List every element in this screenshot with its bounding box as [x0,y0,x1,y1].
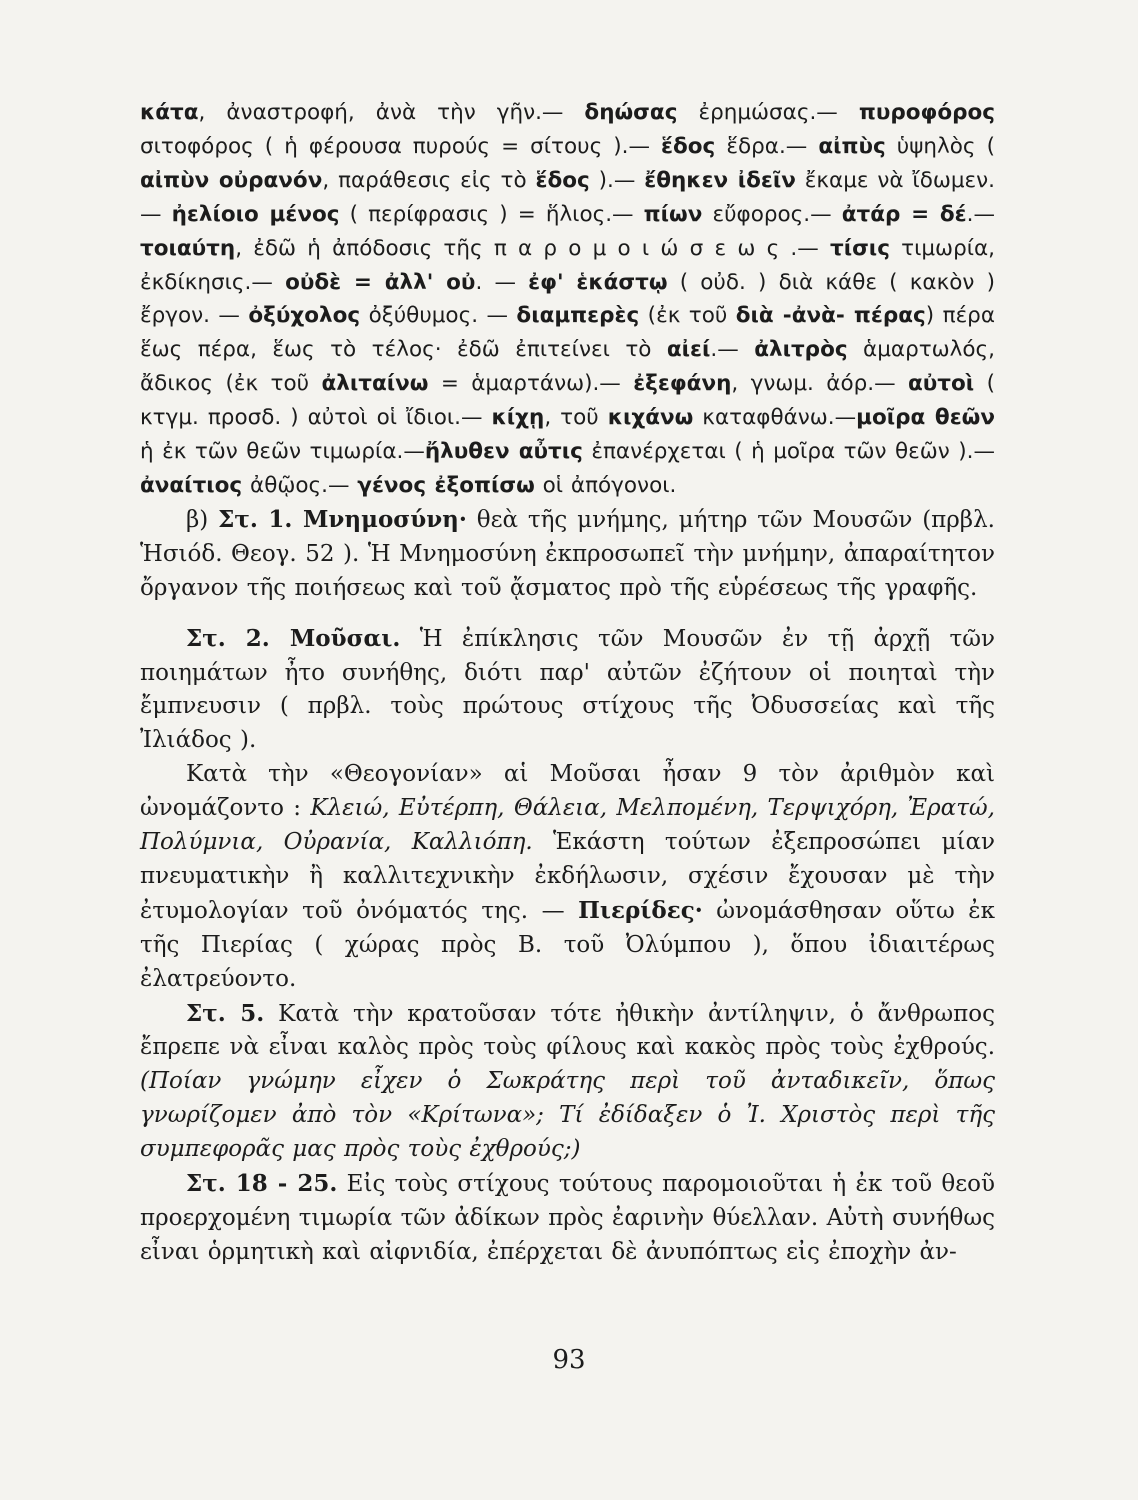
page-body [140,96,995,1270]
gloss: ( οὐδ. ) διὰ κάθε ( κακὸν ) ἔργον. — [140,269,995,329]
term: ἤλυθεν αὖτις [424,439,583,465]
term: ἀναίτιος [140,472,243,498]
paragraph-st2-mousai [140,622,995,759]
section-letter: β) [186,506,219,533]
commentary-text: ὠνομάσθησαν οὕτω ἐκ τῆς Πιερίας ( χώρας πρὸς Β. τοῦ Ὀλύμπου ), ὅπου ἰδιαιτέρως ἐλατρεύοντο. [140,897,995,992]
term: πυροφόρος [858,100,995,125]
question-text: (Ποίαν γνώμην εἶχεν ὁ Σωκράτης περὶ τοῦ ἀνταδικεῖν, ὅπως γνωρίζομεν ἀπὸ τὸν «Κρίτωνα»; Τί ἐδίδαξεν ὁ Ἰ. Χριστὸς περὶ τῆς συμπεφορᾶς μας πρὸς τοὺς ἐχθρούς;) [140,1068,995,1163]
term: αἰεί [666,337,711,363]
gloss: εὔφορος.— [702,201,842,227]
verse-ref: Στ. 5. [186,999,265,1027]
paragraph-theogony [140,758,995,996]
term: ἕδος [661,133,716,159]
gloss: ὀξύθυμος. — [360,303,517,329]
term: ἕδος [535,167,590,193]
verse-ref: Στ. 2. Μοῦσαι. [186,624,401,652]
gloss: ἐπανέρχεται ( ἡ μοῖρα τῶν θεῶν ).— [582,439,995,465]
term: κάτα [140,100,199,125]
commentary-text: Εἰς τοὺς στίχους τούτους παρομοιοῦται ἡ ἐκ τοῦ θεοῦ προερχομένη τιμωρία τῶν ἀδίκων πρὸς ἐαρινὴν θύελλαν. Αὐτὴ συνήθως εἶναι ὁρμητικὴ καὶ αἰφνιδία, ἐπέρχεται δὲ ἀνυπόπτως εἰς ἐποχὴν ἀν- [140,1171,995,1265]
term: οὐδὲ = ἀλλ' οὐ [285,269,476,295]
term: Πιερίδες· [578,896,703,924]
gloss: ἁμαρτωλός, ἄδικος (ἐκ τοῦ [140,337,996,397]
commentary-text: Ἑκάστη τούτων ἐξεπροσώπει μίαν πνευματικὴν ἢ καλλιτεχνικὴν ἐκδήλωσιν, σχέσιν ἔχουσαν μὲ τὴν ἐτυμολογίαν τοῦ ὀνόματός της. — [140,829,995,924]
term: αἰπὺν οὐρανόν [140,167,323,193]
term: ἐξεφάνη [633,371,732,397]
gloss: οἱ ἀπόγονοι. [534,472,677,498]
term: ἀλιτρὸς [754,337,848,363]
gloss: , παράθεσις εἰς τὸ [322,167,536,193]
gloss: , γνωμ. ἀόρ.— [731,371,909,397]
paragraph-st5 [140,997,995,1168]
gloss: ).— [589,167,645,193]
gloss: .— [710,337,755,363]
term: κίχῃ [491,405,545,431]
gloss: , τοῦ [544,405,608,431]
term: ἀλιταίνω [321,371,429,397]
gloss: ) πέρα ἕως πέρα, ἕως τὸ τέλος· ἐδῶ ἐπιτείνει τὸ [140,303,996,363]
commentary-text: θεὰ τῆς μνήμης, μήτηρ τῶν Μουσῶν (πρβλ. Ἡσιόδ. Θεογ. 52 ). Ἡ Μνημοσύνη ἐκπροσωπεῖ τὴν μνήμην, ἀπαραίτητον ὄργανον τῆς ποιήσεως καὶ τοῦ ᾄσματος πρὸ τῆς εὑρέσεως τῆς γραφῆς. [140,506,995,601]
gloss: καταφθάνω.— [693,405,857,431]
gloss: ὑψηλὸς ( [885,133,995,159]
gloss: ἐρημώσας.— [677,100,859,125]
term: ἔθηκεν ἰδεῖν [644,167,796,193]
term: αὐτοὶ [908,371,975,397]
gloss: ἔκαμε νὰ ἴδωμεν.— [140,167,995,227]
commentary-text: Κατὰ τὴν «Θεογονίαν» αἱ Μοῦσαι ἦσαν 9 τὸν ἀριθμὸν καὶ ὠνομάζοντο : [140,761,995,822]
term: ἠελίοιο μένος [171,201,340,227]
glossary-paragraph [140,96,995,503]
term: αἰπὺς [818,133,886,159]
commentary-text: Κατὰ τὴν κρατοῦσαν τότε ἠθικὴν ἀντίληψιν, ὁ ἄνθρωπος ἔπρεπε νὰ εἶναι καλὸς πρὸς τοὺς φίλους καὶ κακὸς πρὸς τοὺς ἐχθρούς. [140,1000,996,1061]
gloss: ( περίφρασις ) = ἥλιος.— [339,201,644,227]
paragraph-beta-mnemosyne [140,503,995,606]
gloss: ἡ ἐκ τῶν θεῶν τιμωρία.— [140,439,425,465]
gloss: (ἐκ τοῦ [639,303,736,329]
verse-ref: Στ. 1. Μνημοσύνη· [218,505,467,533]
gloss: = ἁμαρτάνω).— [428,371,634,397]
gloss: τιμωρία, ἐκδίκησις.— [140,235,995,295]
verse-ref: Στ. 18 - 25. [186,1170,338,1198]
term: ὀξύχολος [248,303,361,329]
page-number: 93 [552,1345,586,1375]
term: ἀτάρ = δέ [841,201,967,227]
term: διὰ -ἀνὰ- πέρας [735,303,926,329]
gloss: ( κτγμ. προσδ. ) αὐτοὶ οἱ ἴδιοι.— [140,371,995,431]
term: μοῖρα θεῶν [856,405,995,431]
term: διαμπερὲς [516,303,640,329]
gloss: ἀθῷος.— [242,472,358,498]
term: πίων [643,201,703,227]
gloss: . — [475,269,529,295]
term: δηώσας [584,100,678,125]
gloss: σιτοφόρος ( ἡ φέρουσα πυρούς = σίτους ).— [140,133,662,159]
gloss: .— [966,201,995,227]
muses-names: Κλειώ, Εὐτέρπη, Θάλεια, Μελπομένη, Τερψιχόρη, Ἐρατώ, Πολύμνια, Οὐρανία, Καλλιόπη. [140,795,995,856]
commentary-text: Ἡ ἐπίκλησις τῶν Μουσῶν ἐν τῇ ἀρχῇ τῶν ποιημάτων ἦτο συνήθης, διότι παρ' αὐτῶν ἐζήτουν οἱ ποιηταὶ τὴν ἔμπνευσιν ( πρβλ. τοὺς πρώτους στίχους τῆς Ὀδυσσείας καὶ τῆς Ἰλιάδος ). [140,625,996,754]
gloss: ἕδρα.— [715,133,819,159]
paragraph-st18-25 [140,1167,995,1270]
gloss: , ἀναστροφή, ἀνὰ τὴν γῆν.— [198,100,585,125]
term: κιχάνω [607,405,694,431]
gloss: , ἐδῶ ἡ ἀπόδοσις τῆς π α ρ ο μ ο ι ώ σ ε ω ς .— [235,235,830,261]
term: τοιαύτη [140,235,236,261]
term: ἐφ' ἑκάστῳ [528,269,668,295]
term: γένος ἐξοπίσω [357,472,535,498]
term: τίσις [829,235,890,261]
